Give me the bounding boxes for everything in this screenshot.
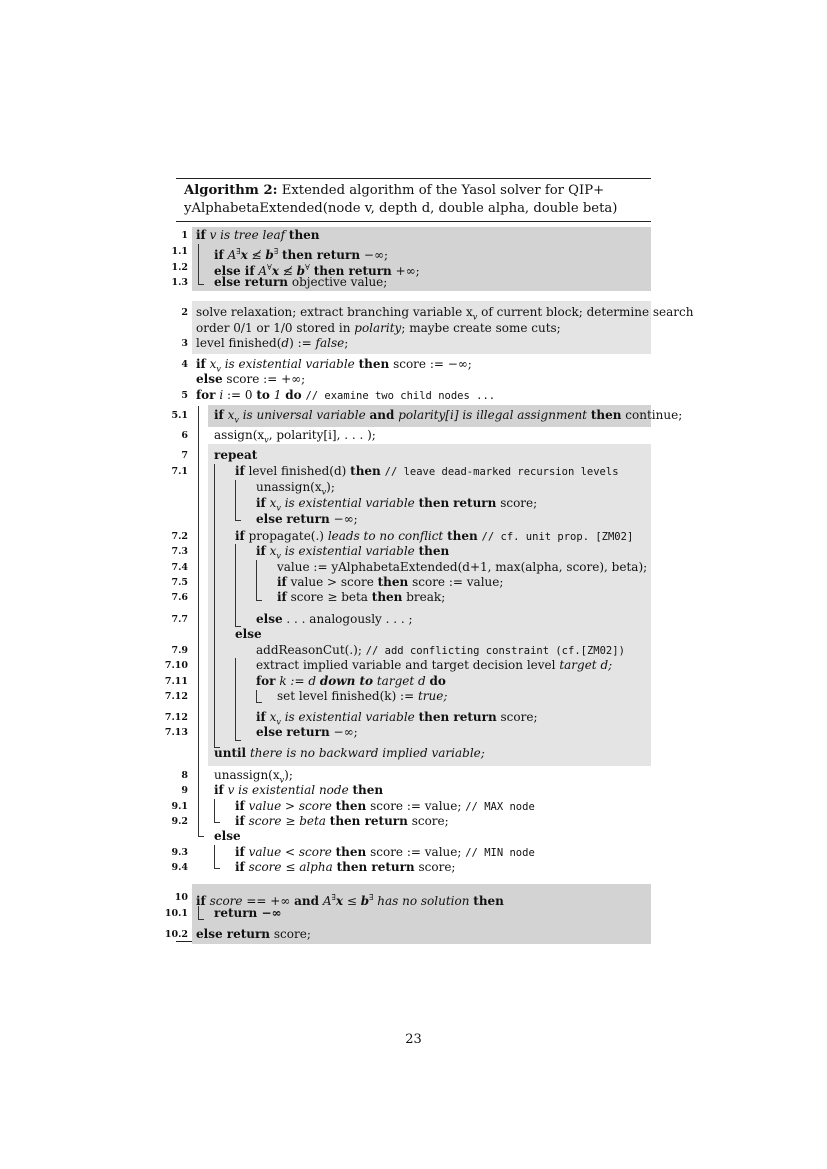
line-7-1-b: if $x_v$ is existential variable then return score; [256, 496, 538, 513]
line-number: 4 [181, 359, 188, 370]
line-number: 7.12 [164, 691, 188, 702]
line-number: 8 [181, 770, 188, 781]
algorithm-box [164, 178, 694, 942]
line-3: level finished(d) := false; [196, 336, 349, 350]
algorithm-body [164, 222, 694, 941]
line-number: 7.6 [171, 592, 188, 603]
line-7-1: if level finished(d) then // leave dead-marked recursion levels [235, 464, 619, 478]
line-9-3: if value < score then score := value; // MIN node [235, 845, 535, 859]
line-1-1: if A∃x ≰ b∃ then return −∞; [214, 247, 388, 262]
line-7-10: extract implied variable and target decision level target d; [256, 658, 613, 672]
line-7-6: if score ≥ beta then break; [277, 590, 446, 604]
line-number: 7.1 [171, 466, 188, 477]
line-number: 7.7 [171, 614, 188, 625]
line-9-else: else [214, 829, 241, 843]
line-number: 9.3 [171, 847, 188, 858]
line-9-1: if value > score then score := value; // MAX node [235, 799, 535, 813]
line-7-12b: if $x_v$ is existential variable then return score; [256, 710, 538, 727]
line-7-1-a: $unassign(x_v)$; [256, 480, 335, 497]
line-7-3: if $x_v$ is existential variable then [256, 544, 450, 561]
line-until: until there is no backward implied variable; [214, 746, 485, 760]
caption-label: Algorithm 2: [184, 183, 278, 198]
line-number: 10 [174, 892, 188, 903]
line-2: solve relaxation; extract branching variable $x_v$ of current block; determine search [196, 305, 694, 322]
line-number: 7.11 [164, 676, 188, 687]
line-7-12: set level finished(k) := true; [277, 689, 448, 703]
line-7-2: if propagate(.) leads to no conflict then // cf. unit prop. [ZM02] [235, 529, 634, 543]
line-7-4: value := yAlphabetaExtended(d+1, max(alpha, score), beta); [277, 560, 648, 574]
line-number: 7.3 [171, 546, 188, 557]
line-1: if v is tree leaf then [196, 228, 320, 242]
line-7-13: else return −∞; [256, 725, 358, 739]
line-10-2: else return score; [196, 927, 311, 941]
line-number: 1 [181, 230, 188, 241]
line-10: if score == +∞ and A∃x ≤ b∃ has no solution then [196, 893, 504, 908]
line-7-9: addReasonCut(.); // add conflicting constraint (cf.[ZM02]) [256, 643, 625, 657]
line-2-cont: order 0/1 or 1/0 stored in polarity; maybe create some cuts; [196, 321, 561, 335]
line-6: $assign(x_v$, polarity[i], . . . ); [214, 428, 376, 445]
caption-signature: yAlphabetaExtended(node v, depth d, double alpha, double beta) [184, 201, 618, 216]
line-7-1-c: else return −∞; [256, 512, 358, 526]
line-number: 7 [181, 450, 188, 461]
line-9-2: if score ≥ beta then return score; [235, 814, 449, 828]
page-number: 23 [405, 1032, 422, 1047]
line-number: 9.4 [171, 862, 188, 873]
line-number: 7.13 [164, 727, 188, 738]
line-5-1: if $x_v$ is universal variable and polarity[i] is illegal assignment then continue; [214, 408, 683, 425]
line-7-8: else [235, 627, 262, 641]
line-number: 6 [181, 430, 188, 441]
line-number: 1.2 [171, 262, 188, 273]
line-number: 1.3 [171, 277, 188, 288]
line-number: 7.10 [164, 660, 188, 671]
line-number: 2 [181, 307, 188, 318]
line-number: 10.1 [164, 908, 188, 919]
line-number: 9.1 [171, 801, 188, 812]
line-5: for i := 0 to 1 do // examine two child nodes ... [196, 388, 496, 402]
line-7-5: if value > score then score := value; [277, 575, 504, 589]
line-9-4: if score ≤ alpha then return score; [235, 860, 456, 874]
line-number: 3 [181, 338, 188, 349]
line-number: 7.5 [171, 577, 188, 588]
line-4: if $x_v$ is existential variable then score := −∞; [196, 357, 472, 374]
line-7-7: else . . . analogously . . . ; [256, 612, 413, 626]
line-1-3: else return objective value; [214, 275, 388, 289]
line-number: 5 [181, 390, 188, 401]
line-number: 1.1 [171, 246, 188, 257]
line-10-1: return −∞ [214, 906, 282, 920]
caption-title: Extended algorithm of the Yasol solver for QIP+ [281, 183, 605, 198]
algorithm-caption [176, 179, 651, 221]
line-number: 7.4 [171, 562, 188, 573]
line-number: 9.2 [171, 816, 188, 827]
line-number: 7.9 [171, 645, 188, 656]
line-number: 10.2 [164, 929, 188, 940]
line-number: 5.1 [171, 410, 188, 421]
line-8: $unassign(x_v)$; [214, 768, 293, 785]
line-number: 7.12 [164, 712, 188, 723]
line-number: 7.2 [171, 531, 188, 542]
line-number: 9 [181, 785, 188, 796]
line-9: if v is existential node then [214, 783, 384, 797]
line-7: repeat [214, 448, 258, 462]
line-7-11: for k := d down to target d do [256, 674, 446, 688]
line-4-else: else score := +∞; [196, 372, 306, 386]
line-1-2: else if A∀x ≰ b∀ then return +∞; [214, 263, 420, 278]
